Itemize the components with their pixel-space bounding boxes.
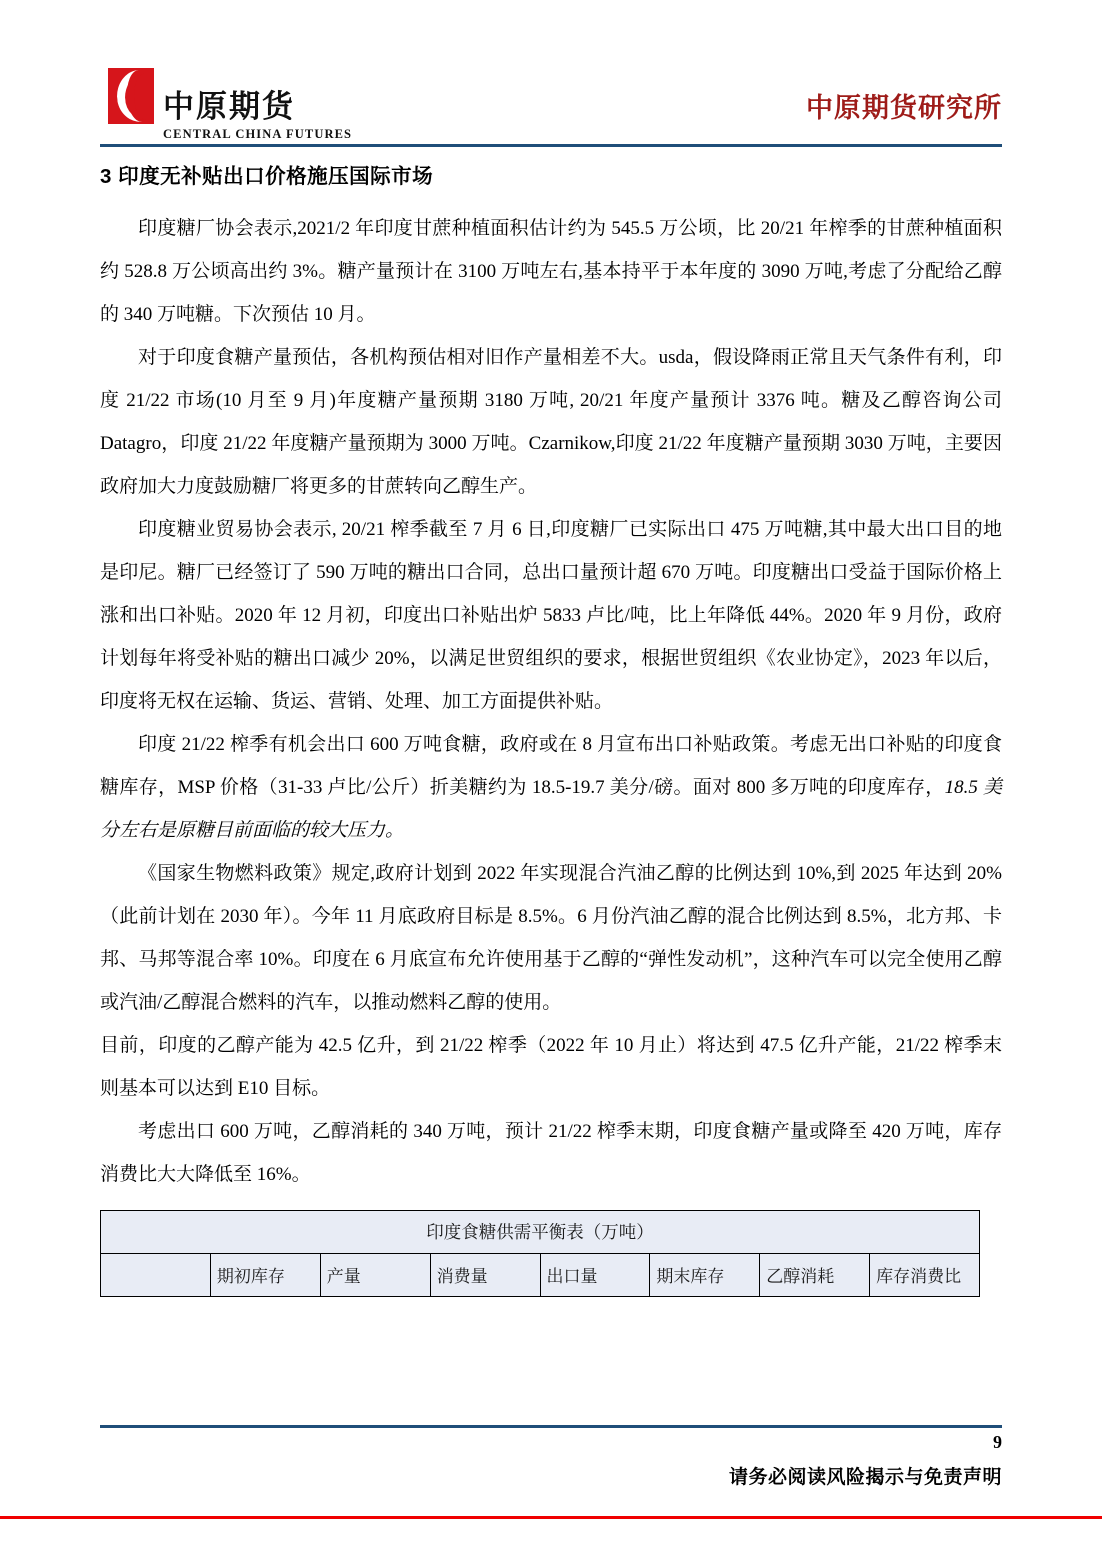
- paragraph-4-emphasis: 18.5 美分左右是原糖目前面临的较大压力。: [100, 776, 1002, 841]
- header-title: 中原期货研究所: [806, 93, 1002, 123]
- company-logo: [108, 68, 352, 142]
- table-title: 印度食糖供需平衡表（万吨）: [101, 1210, 980, 1253]
- footer-divider: [100, 1425, 1002, 1428]
- page-number: 9: [993, 1432, 1002, 1452]
- paragraph-5: 《国家生物燃料政策》规定,政府计划到 2022 年实现混合汽油乙醇的比例达到 10%,到 2025 年达到 20%（此前计划在 2030 年）。今年 11 月底政府目标是 8.5%。6 月份汽油乙醇的混合比例达到 8.5%，北方邦、卡邦、马邦等混合率 10%。印度在 6 月底宣布允许使用基于乙醇的“弹性发动机”，这种汽车可以完全使用乙醇或汽油/乙醇混合燃料的汽车，以推动燃料乙醇的使用。: [100, 862, 1002, 1013]
- paragraph-3: 印度糖业贸易协会表示, 20/21 榨季截至 7 月 6 日,印度糖厂已实际出口 475 万吨糖,其中最大出口目的地是印尼。糖厂已经签订了 590 万吨的糖出口合同，总出口量预计超 670 万吨。印度糖出口受益于国际价格上涨和出口补贴。2020 年 12 月初，印度出口补贴出炉 5833 卢比/吨，比上年降低 44%。2020 年 9 月份，政府计划每年将受补贴的糖出口减少 20%，以满足世贸组织的要求，根据世贸组织《农业协定》，2023 年以后，印度将无权在运输、货运、营销、处理、加工方面提供补贴。: [100, 518, 1002, 712]
- paragraph-6: 目前，印度的乙醇产能为 42.5 亿升，到 21/22 榨季（2022 年 10 月止）将达到 47.5 亿升产能，21/22 榨季末则基本可以达到 E10 目标。: [100, 1034, 1002, 1099]
- table-header-row: [101, 1253, 980, 1296]
- table-header-exports: 出口量: [540, 1253, 650, 1296]
- document-body: [100, 162, 1002, 1297]
- table-header-production: 产量: [320, 1253, 430, 1296]
- sugar-balance-table: [100, 1210, 980, 1297]
- logo-chinese-name: 中原期货: [163, 89, 295, 124]
- table-header-consumption: 消费量: [430, 1253, 540, 1296]
- logo-english-name: CENTRAL CHINA FUTURES: [163, 127, 353, 141]
- table-header-ending-stock: 期末库存: [650, 1253, 760, 1296]
- header-divider: [100, 144, 1002, 147]
- paragraph-4: [100, 723, 1002, 852]
- table-header-corner: [101, 1253, 211, 1296]
- table-header-opening-stock: 期初库存: [210, 1253, 320, 1296]
- bottom-red-rule: [0, 1516, 1102, 1519]
- paragraph-4-text: 印度 21/22 榨季有机会出口 600 万吨食糖，政府或在 8 月宣布出口补贴政策。考虑无出口补贴的印度食糖库存，MSP 价格（31-33 卢比/公斤）折美糖约为 18.5-19.7 美分/磅。面对 800 多万吨的印度库存，: [100, 733, 1002, 798]
- page-header: [100, 60, 1002, 145]
- section-heading: 3 印度无补贴出口价格施压国际市场: [100, 165, 434, 188]
- table-title-row: [101, 1210, 980, 1253]
- footer-disclaimer: 请务必阅读风险揭示与免责声明: [728, 1467, 1002, 1488]
- table-header-stock-to-use: 库存消费比: [870, 1253, 980, 1296]
- paragraph-2: 对于印度食糖产量预估，各机构预估相对旧作产量相差不大。usda，假设降雨正常且天气条件有利，印度 21/22 市场(10 月至 9 月)年度糖产量预期 3180 万吨, 20/21 年度产量预计 3376 吨。糖及乙醇咨询公司 Datagro，印度 21/22 年度糖产量预期为 3000 万吨。Czarnikow,印度 21/22 年度糖产量预期 3030 万吨，主要因政府加大力度鼓励糖厂将更多的甘蔗转向乙醇生产。: [100, 346, 1002, 497]
- paragraph-1: 印度糖厂协会表示,2021/2 年印度甘蔗种植面积估计约为 545.5 万公顷，比 20/21 年榨季的甘蔗种植面积约 528.8 万公顷高出约 3%。糖产量预计在 3100 万吨左右,基本持平于本年度的 3090 万吨,考虑了分配给乙醇的 340 万吨糖。下次预估 10 月。: [100, 217, 1002, 325]
- table-header-ethanol-use: 乙醇消耗: [760, 1253, 870, 1296]
- paragraph-7: 考虑出口 600 万吨，乙醇消耗的 340 万吨，预计 21/22 榨季末期，印度食糖产量或降至 420 万吨，库存消费比大大降低至 16%。: [100, 1120, 1002, 1185]
- logo-mark-icon: [108, 68, 154, 124]
